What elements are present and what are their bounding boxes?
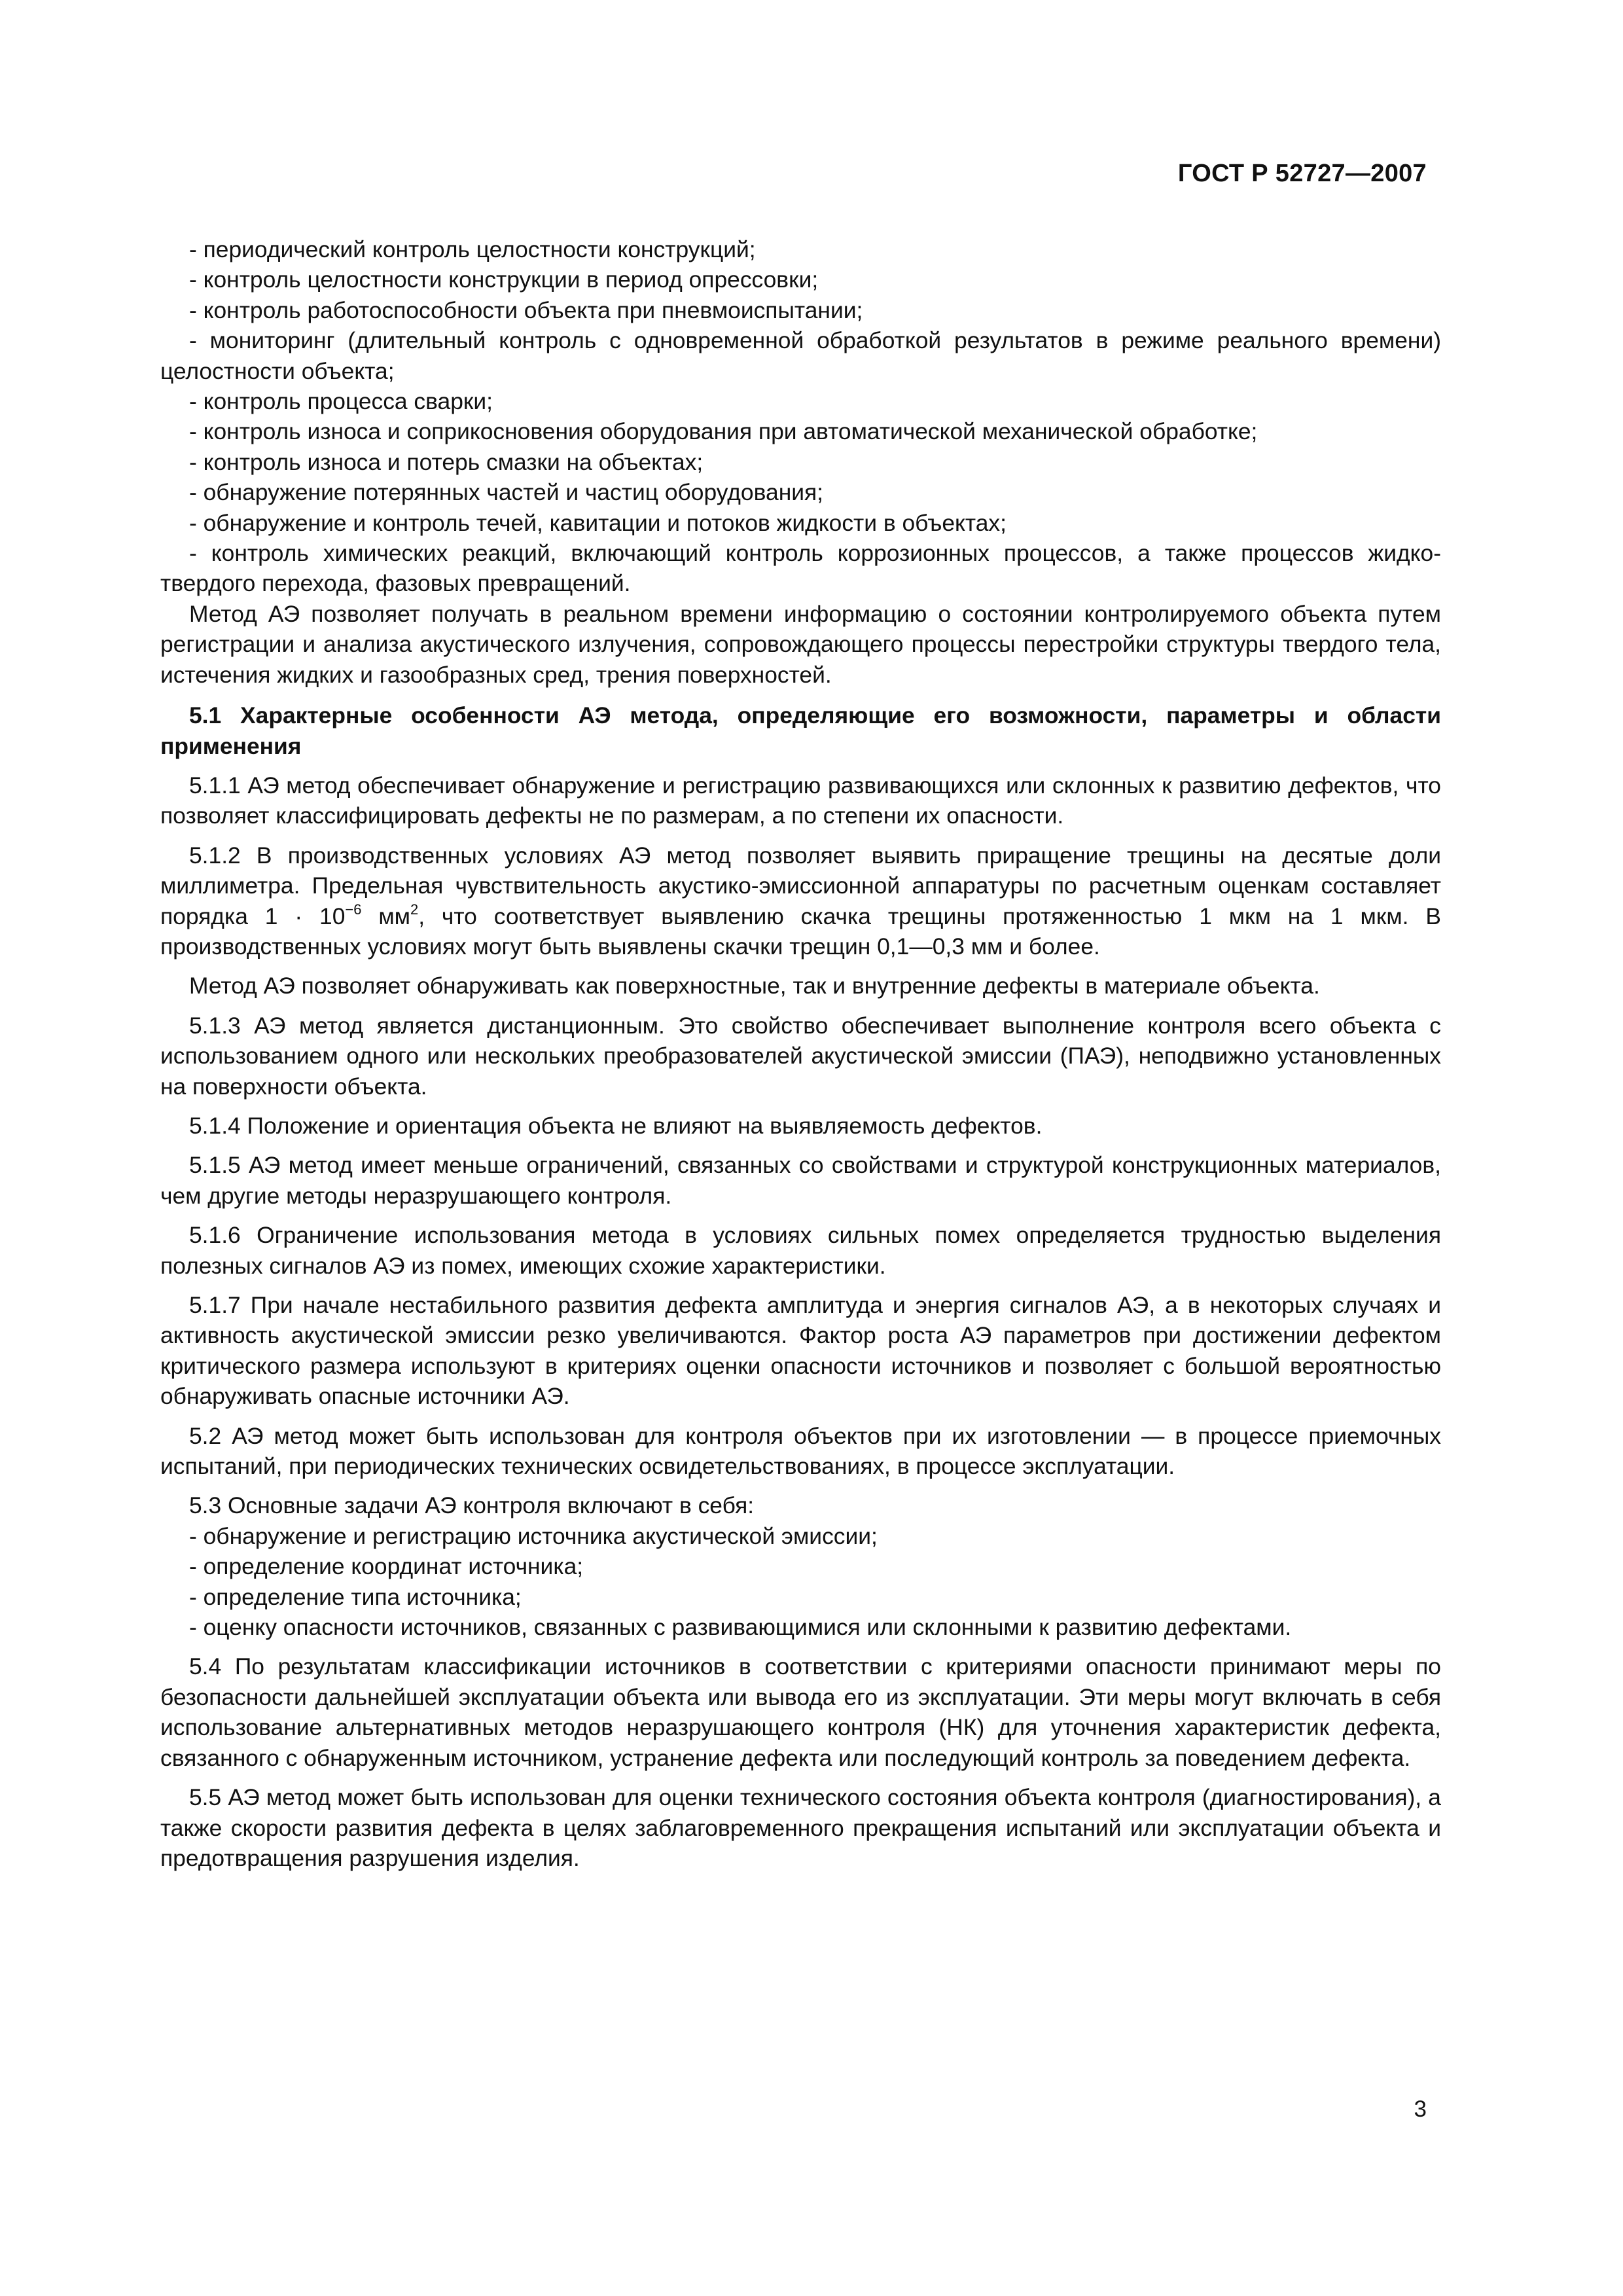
list-item: - контроль целостности конструкции в период опрессовки; bbox=[189, 266, 819, 293]
paragraph-5-1-5: 5.1.5 АЭ метод имеет меньше ограничений, связанных со свойствами и структурой конструкционных материалов, чем другие методы неразрушающего контроля. bbox=[160, 1152, 1441, 1209]
paragraph-5-1-2-text-b: мм bbox=[361, 903, 410, 929]
list-item: - контроль износа и соприкосновения оборудования при автоматической механической обработке; bbox=[189, 418, 1258, 445]
paragraph-5-1-2-continued: Метод АЭ позволяет обнаруживать как поверхностные, так и внутренние дефекты в материале объекта. bbox=[189, 973, 1320, 999]
list-item: - обнаружение и контроль течей, кавитации и потоков жидкости в объектах; bbox=[189, 509, 1007, 536]
paragraph-5-1-1: 5.1.1 АЭ метод обеспечивает обнаружение и регистрацию развивающихся или склонных к развитию дефектов, что позволяет классифицировать дефекты не по размерам, а по степени их опасности. bbox=[160, 772, 1441, 829]
paragraph-5-1-4: 5.1.4 Положение и ориентация объекта не влияют на выявляемость дефектов. bbox=[189, 1112, 1043, 1139]
paragraph-5-5: 5.5 АЭ метод может быть использован для оценки технического состояния объекта контроля (диагностирования), а также скорости развития дефекта в целях заблаговременного прекращения испытаний или эксплуатации объекта и предотвращения разрушения изделия. bbox=[160, 1784, 1441, 1871]
paragraph-intro: Метод АЭ позволяет получать в реальном времени информацию о состоянии контролируемого объекта путем регистрации и анализа акустического излучения, сопровождающего процессы перестройки структуры твердого тела, истечения жидких и газообразных сред, трения поверхностей. bbox=[160, 600, 1441, 688]
list-item: - контроль износа и потерь смазки на объектах; bbox=[189, 448, 704, 475]
list-item: - контроль работоспособности объекта при пневмоиспытании; bbox=[189, 296, 863, 323]
list-item: - контроль химических реакций, включающий контроль коррозионных процессов, а также процессов жидко-твердого перехода, фазовых превращений. bbox=[160, 540, 1441, 597]
paragraph-5-1-2-text-c: , что соответствует выявлению скачка трещины протяженностью 1 мкм на 1 мкм. В производственных условиях могут быть выявлены скачки трещин 0,1—0,3 мм и более. bbox=[160, 903, 1441, 960]
list-item: - контроль процесса сварки; bbox=[189, 388, 493, 415]
paragraph-5-1-3: 5.1.3 АЭ метод является дистанционным. Это свойство обеспечивает выполнение контроля всего объекта с использованием одного или нескольких преобразователей акустической эмиссии (ПАЭ), неподвижно установленных на поверхности объекта. bbox=[160, 1012, 1441, 1100]
list-item: - периодический контроль целостности конструкций; bbox=[189, 236, 756, 262]
page-number: 3 bbox=[1414, 2096, 1427, 2122]
paragraph-5-1-2 bbox=[160, 840, 1441, 962]
paragraph-5-4: 5.4 По результатам классификации источников в соответствии с критериями опасности принимают меры по безопасности дальнейшей эксплуатации объекта или вывода его из эксплуатации. Эти меры могут включать в себя использование альтернативных методов неразрушающего контроля (НК) для уточнения характеристик дефекта, связанного с обнаруженным источником, устранение дефекта или последующий контроль за поведением дефекта. bbox=[160, 1653, 1441, 1771]
exponent: −6 bbox=[345, 901, 362, 918]
paragraph-5-1-6: 5.1.6 Ограничение использования метода в условиях сильных помех определяется трудностью выделения полезных сигналов АЭ из помех, имеющих схожие характеристики. bbox=[160, 1222, 1441, 1279]
list-item: - определение координат источника; bbox=[189, 1553, 584, 1580]
exponent: 2 bbox=[410, 901, 419, 918]
list-item: - обнаружение потерянных частей и частиц оборудования; bbox=[189, 479, 824, 506]
paragraph-5-1-7: 5.1.7 При начале нестабильного развития дефекта амплитуда и энергия сигналов АЭ, а в некоторых случаях и активность акустической эмиссии резко увеличиваются. Фактор роста АЭ параметров при достижении дефектом критического размера используют в критериях оценки опасности источников и позволяет с большой вероятностью обнаруживать опасные источники АЭ. bbox=[160, 1292, 1441, 1410]
paragraph-5-2: 5.2 АЭ метод может быть использован для контроля объектов при их изготовлении — в процессе приемочных испытаний, при периодических технических освидетельствованиях, в процессе эксплуатации. bbox=[160, 1422, 1441, 1480]
list-item: - обнаружение и регистрацию источника акустической эмиссии; bbox=[189, 1522, 878, 1549]
document-body bbox=[160, 234, 1441, 1873]
list-item: - определение типа источника; bbox=[189, 1583, 522, 1610]
paragraph-5-1-2-text-a: 5.1.2 В производственных условиях АЭ метод позволяет выявить приращение трещины на десятые доли миллиметра. Предельная чувствительность акустико-эмиссионной аппаратуры по расчетным оценкам составляет порядка 1 · 10 bbox=[160, 842, 1441, 929]
list-item: - оценку опасности источников, связанных с развивающимися или склонными к развитию дефектами. bbox=[189, 1614, 1292, 1641]
list-item: - мониторинг (длительный контроль с одновременной обработкой результатов в режиме реального времени) целостности объекта; bbox=[160, 327, 1441, 384]
section-heading-5-1: 5.1 Характерные особенности АЭ метода, определяющие его возможности, параметры и области применения bbox=[160, 702, 1441, 759]
paragraph-5-3: 5.3 Основные задачи АЭ контроля включают в себя: bbox=[189, 1492, 755, 1519]
document-code: ГОСТ Р 52727—2007 bbox=[1177, 160, 1427, 187]
